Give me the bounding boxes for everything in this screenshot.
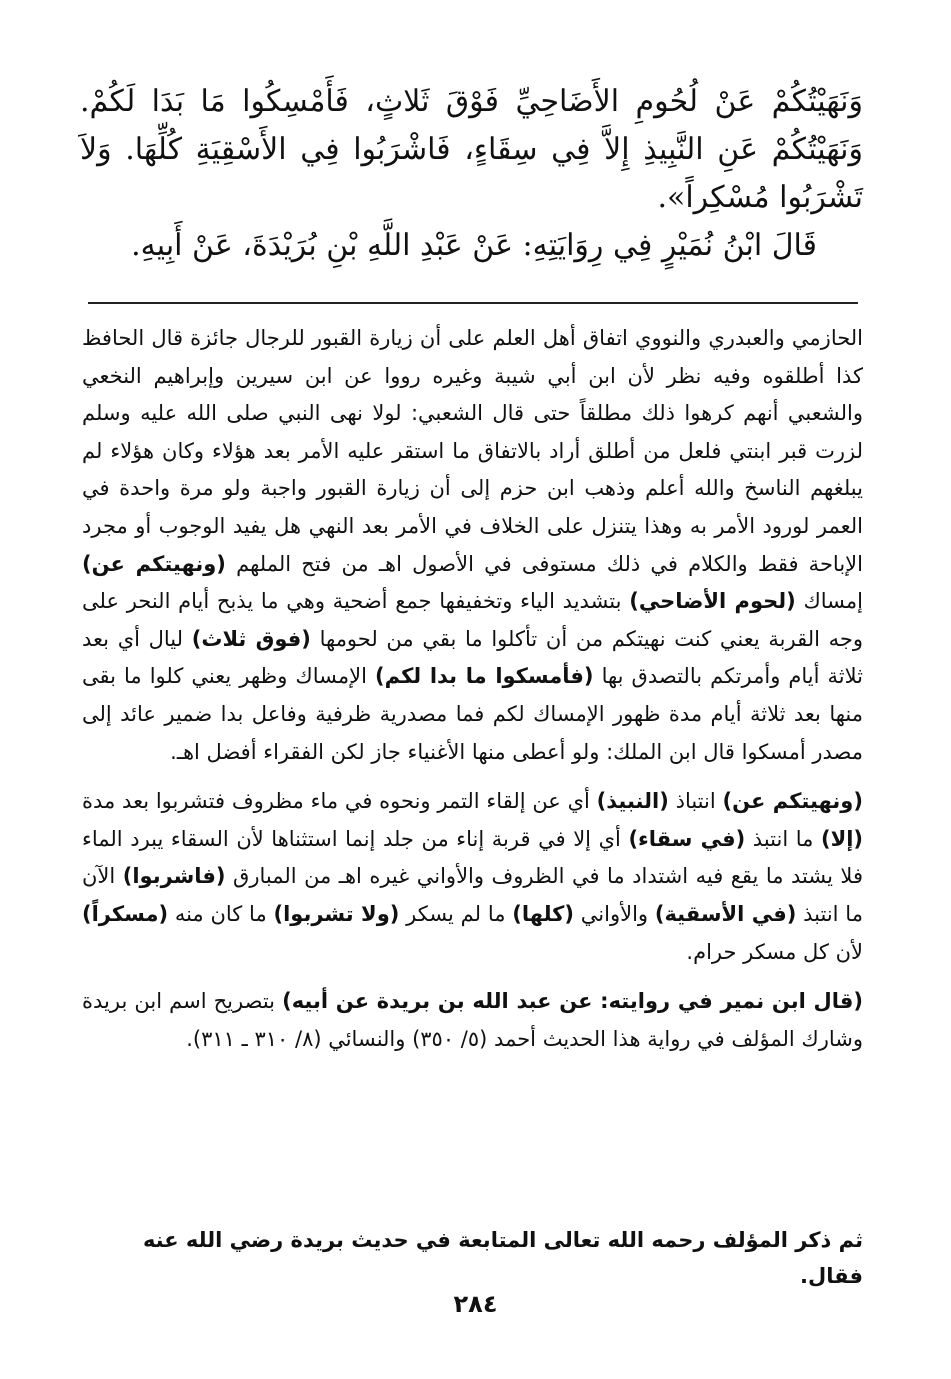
footnote-divider [88, 302, 858, 304]
hadith-text [80, 78, 863, 270]
page-number: ٢٨٤ [453, 1290, 498, 1318]
commentary [82, 320, 863, 1070]
commentary-paragraph-3: (قال ابن نمير في روايته: عن عبد الله بن بريدة عن أبيه) بتصريح اسم ابن بريدة وشارك المؤلف في رواية هذا الحديث أحمد (٥/ ٣٥٠) والنسائي (٨/ ٣١٠ ـ ٣١١). [82, 989, 863, 1051]
commentary-paragraph-2: (ونهيتكم عن) انتباذ (النبيذ) أي عن إلقاء التمر ونحوه في ماء مظروف فتشربوا بعد مدة (إلا) ما انتبذ (في سقاء) أي إلا في قربة إناء من جلد إنما استثناها لأن السقاء يبرد الماء فلا يشتد ما يقع فيه اشتداد ما في الظروف والأواني غيره اهـ من المبارق (فاشربوا) الآن ما انتبذ (في الأسقية) والأواني (كلها) ما لم يسكر (ولا تشربوا) ما كان منه (مسكراً) لأن كل مسكر حرام. [82, 789, 863, 964]
hadith-line-2: قَالَ ابْنُ نُمَيْرٍ فِي رِوَايَتِهِ: عَنْ عَبْدِ اللَّهِ بْنِ بُرَيْدَةَ، عَنْ أَبِيهِ. [131, 228, 817, 263]
hadith-line-1: وَنَهَيْتُكُمْ عَنْ لُحُومِ الأَضَاحِيِّ فَوْقَ ثَلاثٍ، فَأَمْسِكُوا مَا بَدَا لَكُمْ. وَنَهَيْتُكُمْ عَنِ النَّبِيذِ إِلاَّ فِي سِقَاءٍ، فَاشْرَبُوا فِي الأَسْقِيَةِ كُلِّهَا. وَلاَ تَشْرَبُوا مُسْكِراً». [80, 84, 863, 215]
commentary-paragraph-1: الحازمي والعبدري والنووي اتفاق أهل العلم على أن زيارة القبور للرجال جائزة قال الحافظ كذا أطلقوه وفيه نظر لأن ابن أبي شيبة وغيره رووا عن ابن سيرين وإبراهيم النخعي والشعبي أنهم كرهوا ذلك مطلقاً حتى قال الشعبي: لولا نهى النبي صلى الله عليه وسلم لزرت قبر ابنتي فلعل من أطلق أراد بالاتفاق ما استقر عليه الأمر بعد هؤلاء وكان هؤلاء لم يبلغهم الناسخ والله أعلم وذهب ابن حزم إلى أن زيارة القبور واجبة ولو مرة واحدة في العمر لورود الأمر به وهذا يتنزل على الخلاف في الأمر بعد النهي هل يفيد الوجوب أو مجرد الإباحة فقط والكلام في ذلك مستوفى في الأصول اهـ من فتح الملهم (ونهيتكم عن) إمساك (لحوم الأضاحي) بتشديد الياء وتخفيفها جمع أضحية وهي ما يذبح أيام النحر على وجه القربة يعني كنت نهيتكم من أن تأكلوا ما بقي من لحومها (فوق ثلاث) ليال أي بعد ثلاثة أيام وأمرتكم بالتصدق بها (فأمسكوا ما بدا لكم) الإمساك وظهر يعني كلوا ما بقى منها بعد ثلاثة أيام مدة ظهور الإمساك لكم فما مصدرية ظرفية وفاعل بدا ضمير عائد إلى مصدر أمسكوا قال ابن الملك: ولو أعطى منها الأغنياء جاز لكن الفقراء أفضل اهـ. [82, 326, 864, 764]
closing-line: ثم ذكر المؤلف رحمه الله تعالى المتابعة في حديث بريدة رضي الله عنه فقال. [142, 1228, 863, 1288]
